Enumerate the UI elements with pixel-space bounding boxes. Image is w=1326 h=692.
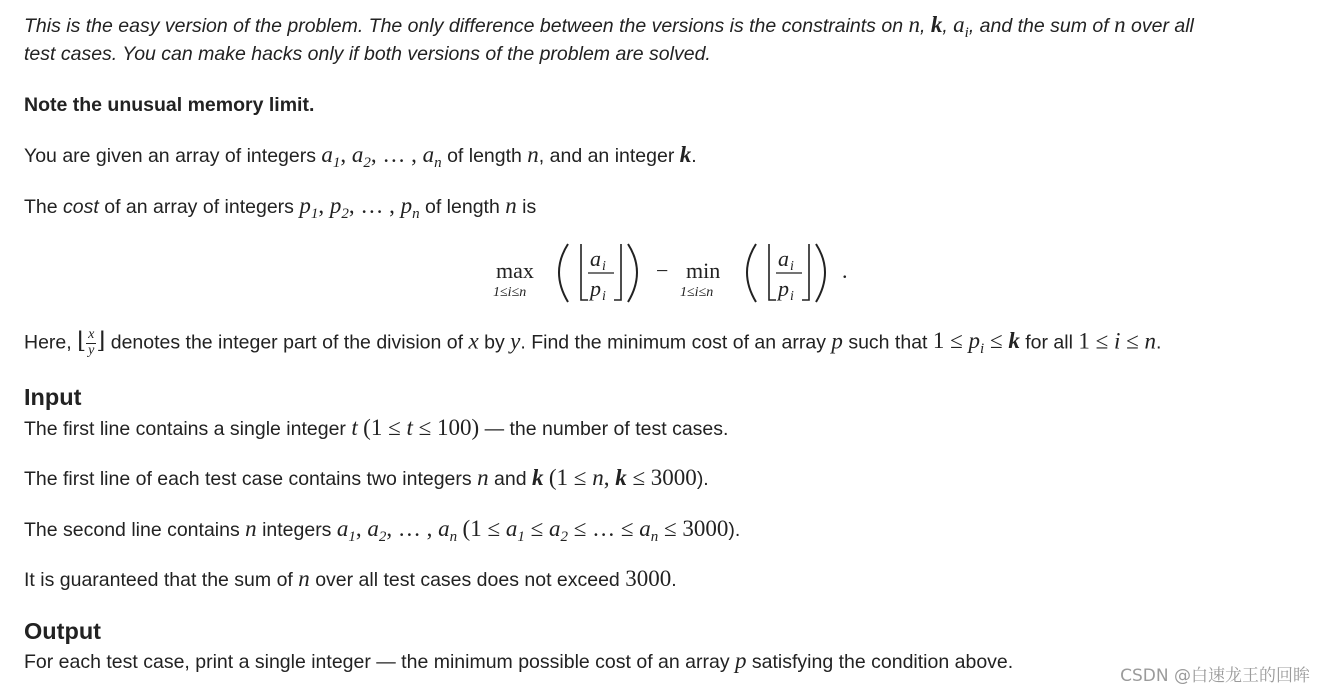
- intro-text: test cases. You can make hacks only if both versions of the problem are solved.: [24, 43, 711, 65]
- math-n: n: [477, 465, 489, 490]
- text: over all test cases does not exceed: [315, 569, 620, 591]
- math-n: n: [1114, 12, 1126, 37]
- floor-notation: ⌊ $\frac{x}{y}$ ⌋: [77, 327, 106, 358]
- minus-sign: −: [656, 258, 669, 283]
- text: for all: [1025, 331, 1073, 354]
- math-n: n: [527, 142, 539, 167]
- intro-text: This is the easy version of the problem. The only difference between the versions is the constraints on: [24, 15, 904, 37]
- floor-left: [581, 244, 588, 300]
- cost-line: [24, 194, 536, 226]
- text: such that: [848, 331, 928, 354]
- math-k: k: [531, 465, 544, 490]
- math-constraint-p: $1 \le p_i \le k$: [932, 328, 1020, 358]
- text: You are given an array of integers: [24, 145, 316, 167]
- max-operator: max: [496, 258, 534, 283]
- math-n: n: [298, 566, 310, 591]
- text: — the number of test cases.: [484, 418, 729, 440]
- math-n: n: [505, 193, 517, 218]
- min-range: 1≤i≤n: [680, 285, 714, 300]
- text: denotes the integer part of the division of: [110, 331, 464, 354]
- floor-left-2: [769, 244, 776, 300]
- intro-text: , and the sum of: [968, 15, 1109, 37]
- text: is: [522, 196, 537, 218]
- frac-num: a: [590, 246, 601, 271]
- left-paren-2: [747, 244, 756, 302]
- left-paren: [559, 244, 568, 302]
- frac-den-sub: i: [602, 289, 606, 304]
- text: ).: [696, 468, 709, 490]
- math-a-sequence: $a_1$, $a_2$, … , $a_n$: [321, 142, 442, 171]
- cost-formula: [488, 236, 858, 308]
- output-line-1: [24, 649, 1013, 674]
- text: .: [671, 569, 677, 591]
- text: .: [1155, 331, 1162, 354]
- floor-right-2: [802, 244, 809, 300]
- text: For each test case, print a single integer — the minimum possible cost of an array: [24, 651, 730, 673]
- comma: ,: [919, 15, 926, 37]
- math-k: k: [930, 12, 943, 37]
- math-x: x: [468, 328, 479, 354]
- intro-line-1: [24, 13, 1194, 45]
- intro-line-2: [24, 42, 711, 66]
- text: Here,: [24, 331, 72, 354]
- text: The: [24, 196, 58, 218]
- max-range: 1≤i≤n: [493, 285, 527, 300]
- text: ).: [728, 519, 741, 541]
- input-line-1: [24, 416, 728, 441]
- text: .: [691, 145, 697, 167]
- here-line: [24, 328, 1161, 361]
- input-line-3: [24, 517, 740, 549]
- input-heading: Input: [24, 384, 82, 410]
- text: The first line contains a single integer: [24, 418, 346, 440]
- text: of length: [425, 196, 500, 218]
- frac-den-sub-2: i: [790, 289, 794, 304]
- math-y: y: [510, 328, 521, 354]
- text: of length: [447, 145, 522, 167]
- text: of an array of integers: [104, 196, 294, 218]
- math-t: t: [351, 415, 358, 440]
- text: The second line contains: [24, 519, 240, 541]
- text: integers: [262, 519, 332, 541]
- frac-den: p: [590, 276, 601, 301]
- input-line-2: [24, 466, 709, 491]
- frac-num-sub: i: [602, 259, 606, 274]
- math-a-constraint: ($1 \le a_1 \le a_2$ ≤ … ≤ $a_n \le 3000$: [462, 516, 729, 545]
- math-a-sequence: $a_1$, $a_2$, … , $a_n$: [336, 516, 458, 545]
- intro-text: over all: [1131, 15, 1194, 37]
- right-paren: [628, 244, 637, 302]
- math-sub-i: i: [964, 25, 969, 41]
- math-constraint-i: 1 ≤ i ≤ n: [1078, 328, 1156, 354]
- frac-num-2: a: [778, 246, 789, 271]
- text: , and an integer: [538, 145, 675, 167]
- cost-word: cost: [63, 196, 99, 218]
- input-line-4: [24, 567, 677, 592]
- text: satisfying the condition above.: [751, 651, 1014, 673]
- math-t-constraint: (1 ≤ t ≤ 100): [363, 415, 480, 440]
- text: by: [484, 331, 505, 354]
- min-operator: min: [686, 258, 721, 283]
- math-nk-constraint: (1 ≤ n, k ≤ 3000: [548, 465, 697, 490]
- text: . Find the minimum cost of an array: [520, 331, 826, 354]
- frac-den-2: p: [778, 276, 789, 301]
- csdn-watermark: CSDN @白速龙王的回眸: [1120, 666, 1310, 686]
- frac-num-sub-2: i: [790, 259, 794, 274]
- math-n: n: [245, 516, 257, 541]
- text: The first line of each test case contains two integers: [24, 468, 472, 490]
- text: It is guaranteed that the sum of: [24, 569, 293, 591]
- math-p: p: [831, 328, 843, 354]
- math-3000: 3000: [625, 566, 672, 591]
- output-heading: Output: [24, 618, 101, 644]
- memory-note: Note the unusual memory limit.: [24, 94, 315, 116]
- text: and: [494, 468, 527, 490]
- math-k: k: [679, 142, 692, 167]
- math-a: a: [953, 12, 965, 37]
- right-paren-2: [816, 244, 825, 302]
- comma: ,: [942, 15, 948, 37]
- math-n: n: [908, 12, 920, 37]
- math-p: p: [735, 648, 747, 673]
- math-p-sequence: $p_1$, $p_2$, … , $p_n$: [299, 193, 420, 222]
- formula-period: .: [842, 258, 848, 283]
- given-line: [24, 143, 697, 175]
- floor-right: [614, 244, 621, 300]
